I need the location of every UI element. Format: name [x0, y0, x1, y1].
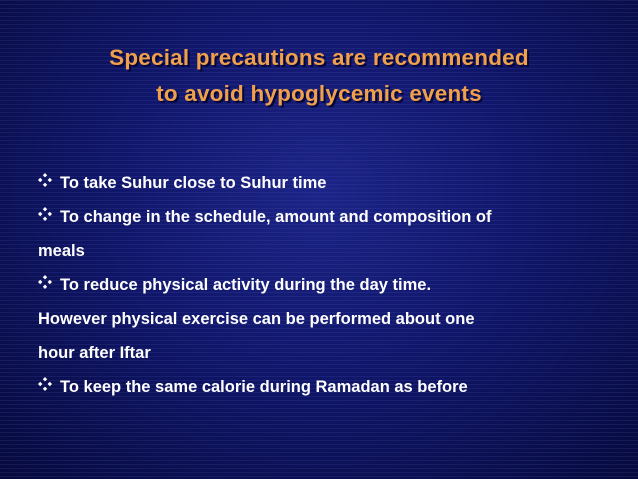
four-diamond-bullet-icon: [38, 275, 56, 289]
bullet-line-continued: meals: [38, 242, 85, 260]
bullet-line: [38, 370, 630, 404]
bullet-text: To take Suhur close to Suhur time: [60, 174, 327, 192]
bullet-line-continued: However physical exercise can be performed about one: [38, 310, 475, 328]
bullet-list: [38, 166, 630, 404]
bullet-text: To reduce physical activity during the day time.: [60, 276, 432, 294]
bullet-line: [38, 166, 630, 200]
bullet-text: To change in the schedule, amount and composition of: [60, 208, 492, 226]
bullet-item-physical-activity: [38, 268, 630, 370]
bullet-line: [38, 200, 630, 234]
bullet-item-meals: [38, 200, 630, 268]
slide-title-line-1: Special precautions are recommended: [109, 45, 529, 70]
four-diamond-bullet-icon: [38, 173, 56, 187]
bullet-line: [38, 268, 630, 302]
slide-title: [0, 40, 638, 112]
bullet-text: To keep the same calorie during Ramadan as before: [60, 378, 468, 396]
bullet-line-continued: hour after Iftar: [38, 344, 151, 362]
bullet-item-suhur: [38, 166, 630, 200]
bullet-item-calorie: [38, 370, 630, 404]
four-diamond-bullet-icon: [38, 377, 56, 391]
four-diamond-bullet-icon: [38, 207, 56, 221]
slide-title-line-2: to avoid hypoglycemic events: [156, 81, 482, 106]
